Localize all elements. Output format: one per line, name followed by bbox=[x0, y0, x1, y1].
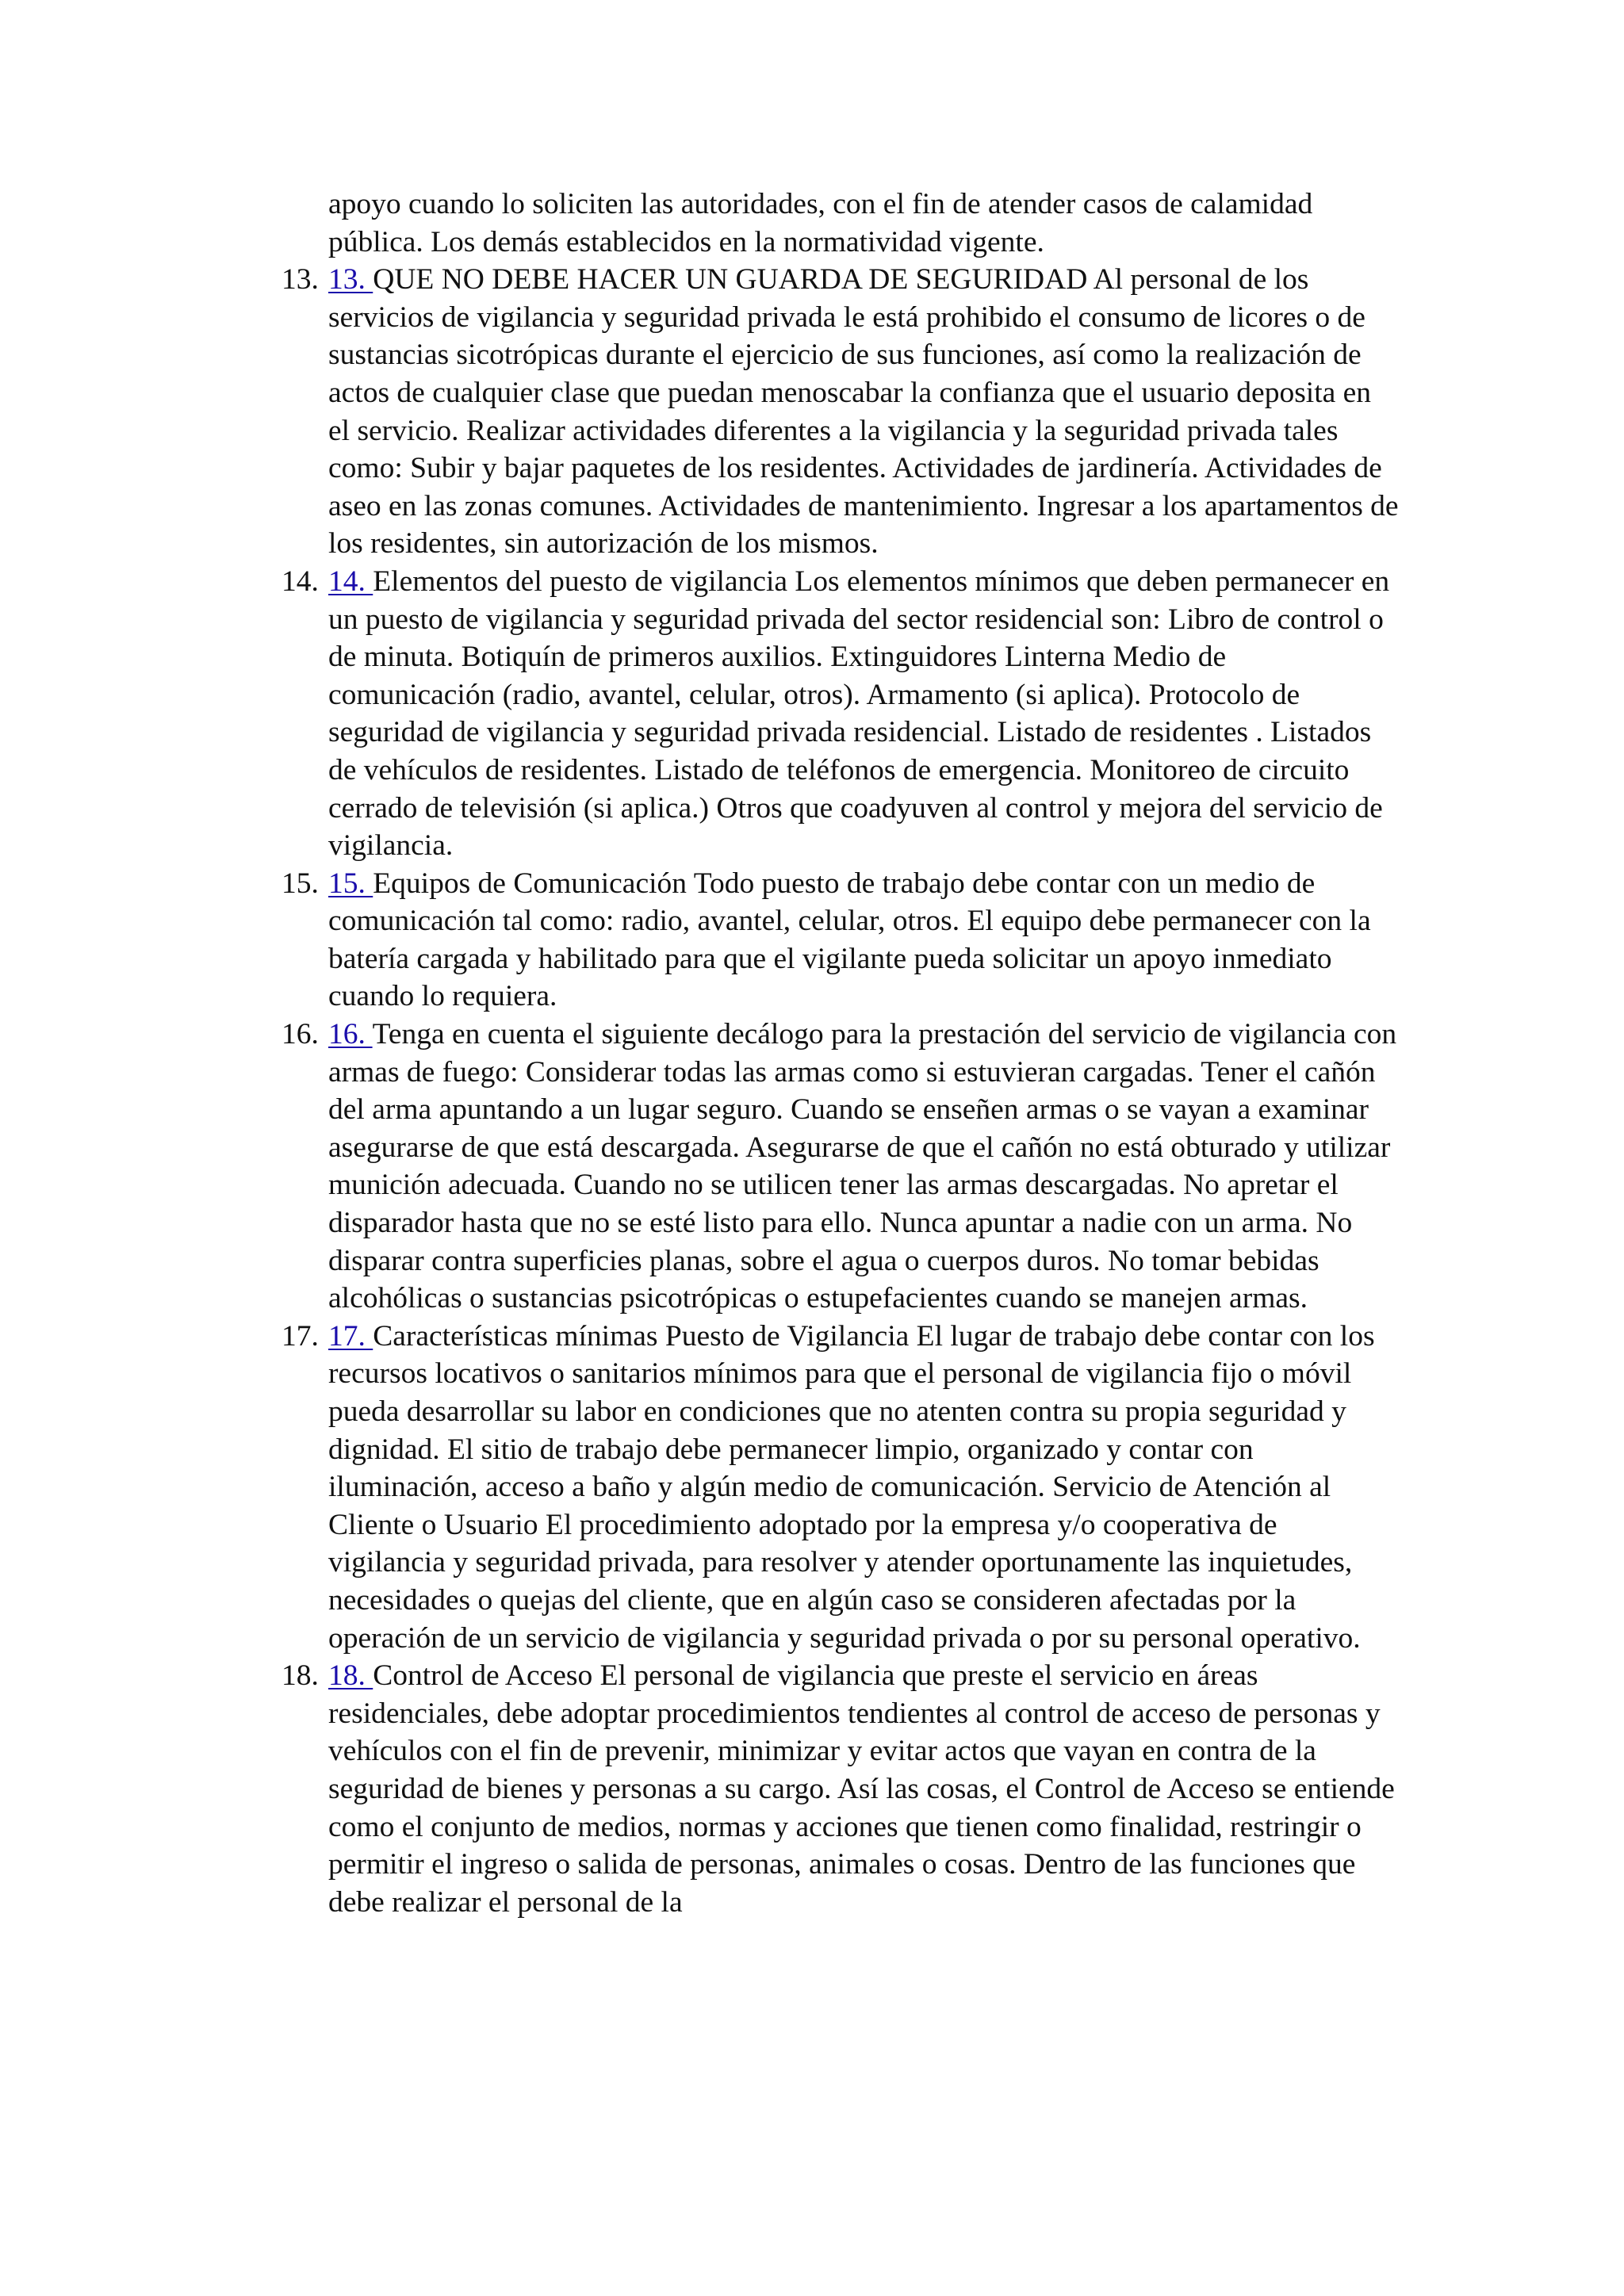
list-item-text: Tenga en cuenta el siguiente decálogo para la prestación del servicio de vigilancia con armas de fuego: Considerar todas las armas como si estuvieran cargadas. Tener el cañón del arma apuntando a un lugar seguro. Cuando se enseñen armas o se vayan a examinar asegurarse de que está descargada. Asegurarse de que el cañón no está obturado y utilizar munición adecuada. Cuando no se utilicen tener las armas descargadas. No apretar el disparador hasta que no se esté listo para ello. Nunca apuntar a nadie con un arma. No disparar contra superficies planas, sobre el agua o cuerpos duros. No tomar bebidas alcohólicas o sustancias psicotrópicas o estupefacientes cuando se manejen armas. bbox=[328, 1018, 1397, 1315]
list-number: 16. bbox=[282, 1018, 319, 1051]
list-item-13 bbox=[282, 261, 1400, 563]
item-14-link[interactable]: 14. bbox=[328, 564, 373, 598]
list-item-text: Características mínimas Puesto de Vigilancia El lugar de trabajo debe contar con los recursos locativos o sanitarios mínimos para que el personal de vigilancia fijo o móvil pueda desarrollar su labor en condiciones que no atenten contra su propia seguridad y dignidad. El sitio de trabajo debe permanecer limpio, organizado y contar con iluminación, acceso a baño y algún medio de comunicación. Servicio de Atención al Cliente o Usuario El procedimiento adoptado por la empresa y/o cooperativa de vigilancia y seguridad privada, para resolver y atender oportunamente las inquietudes, necesidades o quejas del cliente, que en algún caso se consideren afectadas por la operación de un servicio de vigilancia y seguridad privada o por su personal operativo. bbox=[328, 1319, 1375, 1655]
item-16-link[interactable]: 16. bbox=[328, 1018, 373, 1051]
list-number: 17. bbox=[282, 1319, 319, 1353]
list-item-text: Equipos de Comunicación Todo puesto de trabajo debe contar con un medio de comunicación tal como: radio, avantel, celular, otros. El equipo debe permanecer con la batería cargada y habilitado para que el vigilante pueda solicitar un apoyo inmediato cuando lo requiera. bbox=[328, 867, 1371, 1013]
list-item-17 bbox=[282, 1318, 1400, 1657]
list-number: 14. bbox=[282, 564, 319, 598]
item-15-link[interactable]: 15. bbox=[328, 867, 373, 900]
intro-paragraph: apoyo cuando lo soliciten las autoridades, con el fin de atender casos de calamidad pública. Los demás establecidos en la normatividad vigente. bbox=[328, 188, 1313, 258]
list-item-16 bbox=[282, 1016, 1400, 1318]
document-body bbox=[282, 186, 1400, 1921]
list-item-15 bbox=[282, 865, 1400, 1016]
list-number: 13. bbox=[282, 263, 319, 297]
item-17-link[interactable]: 17. bbox=[328, 1319, 373, 1353]
list-item-18 bbox=[282, 1657, 1400, 1921]
item-13-link[interactable]: 13. bbox=[328, 263, 373, 297]
item-18-link[interactable]: 18. bbox=[328, 1659, 373, 1693]
list-number: 18. bbox=[282, 1659, 319, 1693]
list-item-text: Control de Acceso El personal de vigilancia que preste el servicio en áreas residenciales, debe adoptar procedimientos tendientes al control de acceso de personas y vehículos con el fin de prevenir, minimizar y evitar actos que vayan en contra de la seguridad de bienes y personas a su cargo. Así las cosas, el Control de Acceso se entiende como el conjunto de medios, normas y acciones que tienen como finalidad, restringir o permitir el ingreso o salida de personas, animales o cosas. Dentro de las funciones que debe realizar el personal de la bbox=[328, 1659, 1395, 1919]
list-item-text: QUE NO DEBE HACER UN GUARDA DE SEGURIDAD Al personal de los servicios de vigilancia y seguridad privada le está prohibido el consumo de licores o de sustancias sicotrópicas durante el ejercicio de sus funciones, así como la realización de actos de cualquier clase que puedan menoscabar la confianza que el usuario deposita en el servicio. Realizar actividades diferentes a la vigilancia y la seguridad privada tales como: Subir y bajar paquetes de los residentes. Actividades de jardinería. Actividades de aseo en las zonas comunes. Actividades de mantenimiento. Ingresar a los apartamentos de los residentes, sin autorización de los mismos. bbox=[328, 263, 1399, 561]
list-item-14 bbox=[282, 563, 1400, 865]
list-number: 15. bbox=[282, 867, 319, 900]
list-item-text: Elementos del puesto de vigilancia Los elementos mínimos que deben permanecer en un puesto de vigilancia y seguridad privada del sector residencial son: Libro de control o de minuta. Botiquín de primeros auxilios. Extinguidores Linterna Medio de comunicación (radio, avantel, celular, otros). Armamento (si aplica). Protocolo de seguridad de vigilancia y seguridad privada residencial. Listado de residentes . Listados de vehículos de residentes. Listado de teléfonos de emergencia. Monitoreo de circuito cerrado de televisión (si aplica.) Otros que coadyuven al control y mejora del servicio de vigilancia. bbox=[328, 564, 1390, 863]
